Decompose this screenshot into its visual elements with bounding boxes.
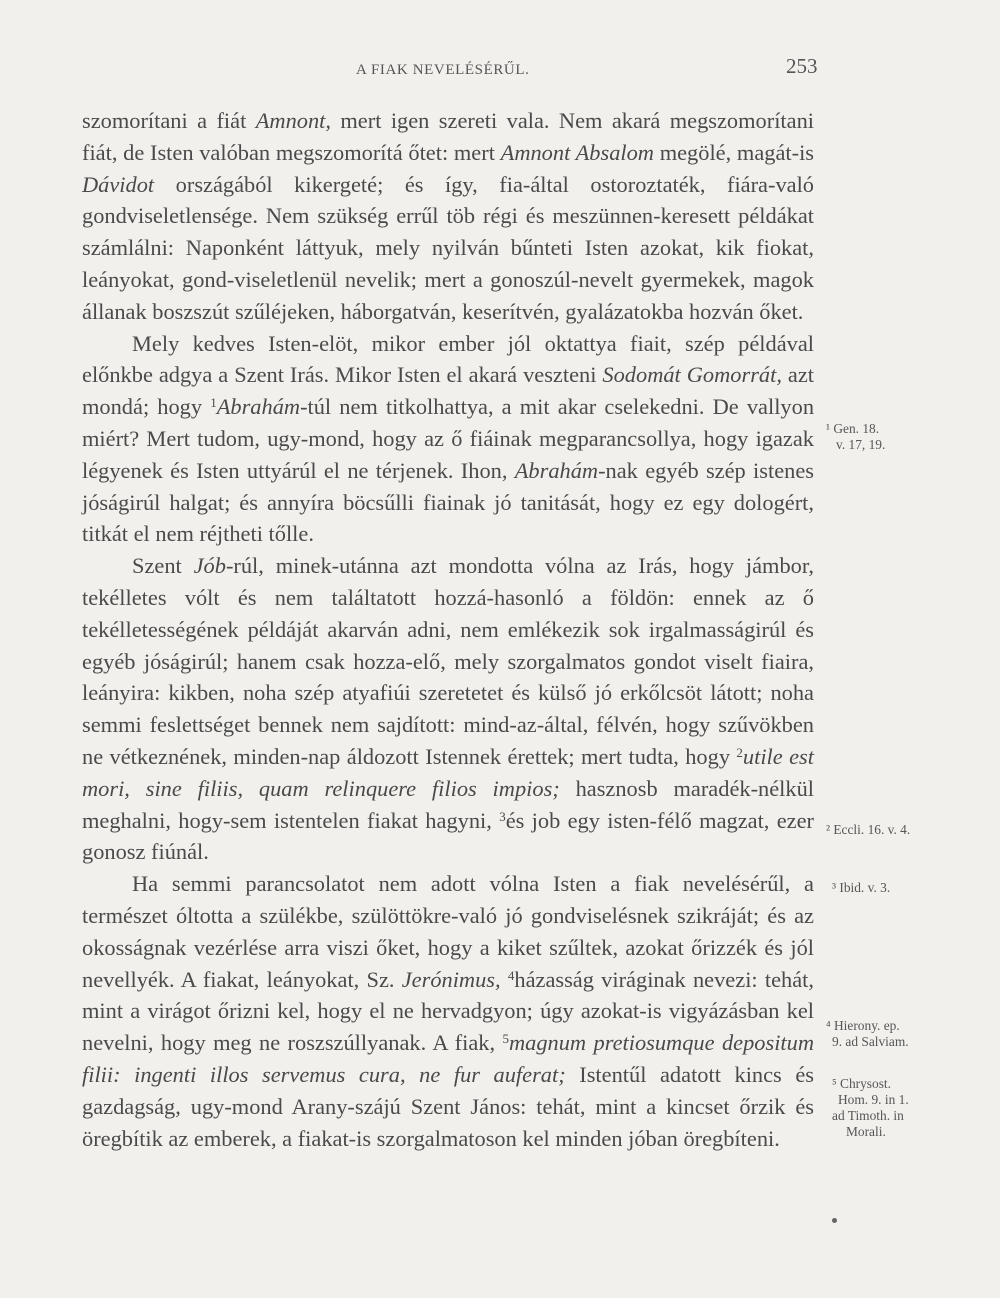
footnote-marker: 3 [499,808,506,824]
footnote-marker: 1 [210,395,217,411]
text-span: azt mondá; hogy [82,362,814,420]
margin-note-2 [826,822,956,838]
text-span: Mely kedves Isten-elöt, mikor ember jól oktattya fiait, szép példával előnkbe adgya a Szent Irás. Mikor Isten el akará veszteni [82,330,814,388]
margin-note-4 [826,1018,936,1050]
margin-note-5 [826,1076,936,1140]
paragraph-4 [82,868,814,1154]
margin-note-1 [826,421,936,453]
latin-quote: utile est mori, sine filiis, quam relinquere filios impios; [82,743,814,801]
margin-note-line: Morali. [846,1124,886,1139]
footnote-marker: 4 [507,967,515,983]
text-span: országából kikergeté; és így, fia-által ostoroztaték, fiára-való gondviseletlensége. Nem szükség errűl töb régi és meszünnen-keresett példákat számlálni: Naponként láttyuk, mely nyilván bűnteti Isten azokat, kik fiokat, leányokat, gond-viseletlenül nevelik; mert a gonoszúl-nevelt gyermekek, magok állanak boszszút szűléjeken, háborgatván, keserítvén, gyalázatokba hozván őket. [82,171,814,324]
paragraph-1 [82,105,814,328]
text-span: hasznosb maradék-nélkül meghalni, hogy-sem istentelen fiakat hagyni, [82,775,814,833]
text-span [501,967,508,992]
margin-note-line: ² Eccli. 16. v. 4. [826,822,911,837]
italic-name: Abrahám [514,457,599,483]
margin-note-3 [826,880,936,896]
page-number: 253 [786,54,818,78]
text-span: -rúl, minek-utánna azt mondotta vólna az Irás, hogy jámbor, tekélletes vólt és nem találtatott hozzá-hasonló a földön: ennek az ő tekélletességének példáját akarván adni, nem emlékezik sok irgalmasságirúl és egyéb jóságirúl; hanem csak hozza-elő, mely szorgalmatos gondot viselt fiaira, leányira: kikben, noha szép atyafiúi szeretetet és külső jó erkőlcsöt látott; noha semmi feslettséget bennek nem sajdított: mind-az-által, félvén, hogy szűvökben ne vétkeznének, minden-nap áldozott Istennek érettek; mert tudta, hogy [82,553,814,769]
margin-note-line: 9. ad Salviam. [832,1034,909,1049]
italic-name: Amnont Absalom [500,139,654,165]
italic-name: Amnont, [255,108,331,133]
running-title: A FIAK NEVELÉSÉRŰL. [356,62,530,78]
text-span: Istentűl adatott kincs és gazdagság, ugy-mond Arany-szájú Szent János: tehát, mint a kincset őrzik és öregbítik az emberek, a fiakat-is szorgalmatoson kel minden jóban öregbíteni. [82,1061,814,1151]
margin-note-line: ⁵ Chrysost. [832,1076,891,1091]
text-span: Ha semmi parancsolatot nem adott vólna Isten a fiak nevelésérűl, a természet óltotta a szülékbe, szülöttökre-való jó gondviselésnek szikráját; és az okosságnak vezérlése arra viszi őket, hogy a kiket szűltek, azokat őrizzék és jól nevellyék. A fiakat, leányokat, Sz. [82,871,814,992]
text-span: házasság viráginak nevezi: tehát, mint a virágot őrizni kel, hogy el ne hervadgyon; úgy azokat-is vigyázásban kel nevelni, hogy meg ne roszszúllyanak. A fiak, [82,966,814,1056]
italic-name: Jerónimus, [401,966,501,992]
latin-quote: magnum pretiosumque depositum filii: ingenti illos servemus cura, ne fur auferat; [82,1030,814,1087]
margin-note-line: Hom. 9. in 1. [838,1092,909,1107]
footnote-marker: 5 [502,1031,509,1047]
text-span: szomorítani a fiát [82,108,256,133]
margin-note-line: ¹ Gen. 18. [826,421,880,436]
paragraph-2 [82,328,814,551]
text-span: -túl nem titkolhattya, a mit akar cselekedni. De vallyon miért? Mert tudom, ugy-mond, hogy az ő fiáinak megparancsollya, hogy igazak légyenek és Isten uttyárúl el ne térjenek. Ihon, [82,394,815,483]
italic-name: Abrahám [216,394,301,420]
italic-name: Sodomát Gomorrát, [602,362,782,388]
italic-name: Jób [193,553,226,579]
italic-name: Dávidot [82,171,155,197]
text-span: megölé, magát-is [653,139,815,165]
text-span: mert igen szereti vala. Nem akará megszomorítani fiát, de Isten valóban megszomorítá őtet: mert [82,108,814,165]
text-span: és job egy isten-félő magzat, ezer gonosz fiúnál. [82,807,814,865]
margin-note-line: ⁴ Hierony. ep. [826,1018,900,1033]
paragraph-3 [82,550,814,868]
text-span: Szent [132,553,194,579]
margin-note-line: ³ Ibid. v. 3. [832,880,891,895]
margin-note-line: ad Timoth. in [832,1108,904,1123]
footnote-marker: 2 [736,744,743,760]
ink-speck [832,1218,837,1223]
margin-note-line: v. 17, 19. [836,437,886,452]
text-span: -nak egyéb szép istenes jóságirúl halgat; és annyíra böcsűlli fiainak jó tanitását, hogy ez egy dologért, titkát el nem réjtheti tőlle. [82,457,814,547]
body-text [82,105,814,1154]
